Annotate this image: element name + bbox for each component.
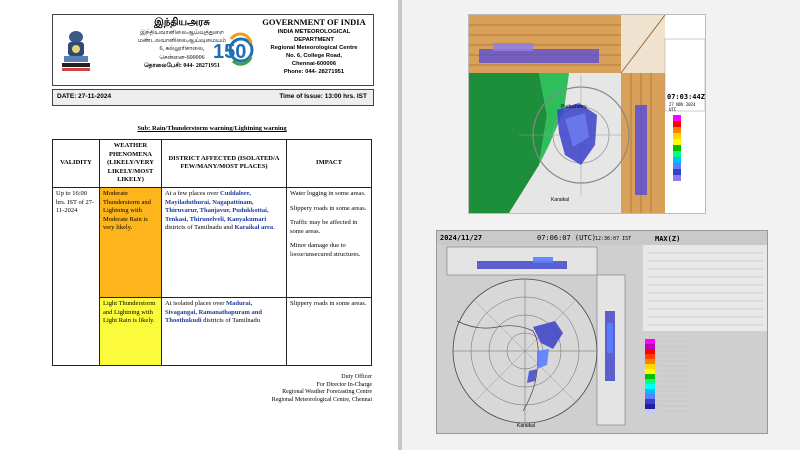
header-district: DISTRICT AFFECTED (ISOLATED/A FEW/MANY/MOST PLACES): [162, 140, 287, 188]
district-mid: districts of Tamilnadu and: [165, 224, 235, 232]
radar1-date: 27 NOV 2024 UTC: [669, 102, 696, 112]
warning-bulletin-page: [0, 0, 398, 450]
tamil-line: மண்டலவானிலைஆய்வுமையம்: [138, 38, 226, 45]
table-row: [53, 187, 372, 297]
logo-text: 150: [213, 41, 247, 63]
validity-cell: Up to 16:00 hrs. IST of 27-11-2024: [53, 187, 100, 365]
tamil-line: 6, கல்லூரிசாலை,: [159, 46, 205, 53]
header-phenomena: WEATHER PHENOMENA (LIKELY/VERY LIKELY/MOST LIKELY): [100, 140, 162, 188]
impact-item: Minor damage due to loose/unsecured structures.: [290, 242, 361, 258]
radar1-time: 07:03:44Z: [667, 93, 705, 101]
district-prefix: At isolated places over: [165, 299, 227, 307]
reflectivity-legend: [645, 339, 655, 414]
radar2-product: MAX(Z): [655, 235, 681, 243]
address-line: Chennai-600006: [291, 61, 337, 67]
tamil-line: சென்னை-600006: [159, 54, 205, 61]
radar1-graphic: [469, 15, 705, 213]
header-validity: VALIDITY: [53, 140, 100, 188]
header-impact: IMPACT: [287, 140, 372, 188]
impact-cell: [287, 297, 372, 365]
warning-table: [52, 139, 372, 366]
tamil-phone: தொலைபேசி: 044- 28271951: [144, 62, 220, 69]
signature-line: For Director In-Charge: [316, 381, 372, 388]
radar-page: [402, 0, 800, 450]
tamil-title: இந்தியஅரசு: [154, 17, 210, 28]
imd-150-logo: [211, 29, 257, 71]
impact-cell: [287, 187, 372, 297]
subject-line: Sub: Rain/Thunderstorm warning/Lightning warning: [137, 125, 287, 132]
radar2-ist-time: 12:36:07 IST: [595, 236, 632, 242]
national-emblem-icon: [59, 27, 93, 73]
signature-block: [172, 374, 372, 404]
district-extra: Karaikal area: [234, 224, 274, 232]
issue-time: Time of Issue: 13:00 hrs. IST: [279, 93, 367, 100]
tamil-line: இந்தியவானிலைஆய்வுத்துறை: [140, 30, 224, 36]
address-line: No. 6, College Road,: [285, 53, 343, 59]
district-cell: [162, 187, 287, 297]
letterhead-english: [258, 17, 370, 76]
issue-date: DATE: 27-11-2024: [57, 93, 112, 100]
place-label: Karaikal: [551, 197, 570, 203]
phenomena-cell-orange: Moderate Thunderstorm and Lightning with Moderate Rain is very likely.: [100, 187, 162, 297]
letterhead: [52, 14, 374, 86]
gov-title: GOVERNMENT OF INDIA: [262, 17, 366, 27]
district-prefix: At a few places over: [165, 189, 221, 197]
place-label: Karaikal: [517, 423, 536, 429]
signature-line: Duty Officer: [341, 374, 372, 380]
signature-line: Regional Meteorological Centre, Chennai: [271, 396, 372, 403]
district-names: Cuddalore, Mayiladuthurai, Nagapattinam, Thiruvarur, Thanjavur, Pudukkottai, Tenkasi, Thirunelveli, Kanyakumari: [165, 189, 269, 223]
dept-name: INDIA METEOROLOGICAL DEPARTMENT: [277, 29, 351, 43]
district-names: Madurai, Sivagangai, Ramanathapuram and Thoothukudi: [165, 299, 262, 325]
district-end: districts of Tamilnadu: [201, 317, 260, 325]
radar-image-karaikal: [436, 230, 768, 434]
table-header-row: [53, 140, 372, 188]
centre-name: Regional Meteorological Centre: [270, 45, 358, 51]
impact-item: Slippery roads in some areas.: [290, 299, 367, 307]
radar2-utc-time: 07:06:07 (UTC): [537, 234, 597, 242]
phenomena-cell-yellow: Light Thunderstorm and Lightning with Light Rain is likely.: [100, 297, 162, 365]
radar2-graphic: [437, 231, 767, 433]
signature-line: Regional Weather Forecasting Centre: [282, 389, 372, 396]
place-label: Puducherry: [561, 104, 587, 110]
table-row: [53, 297, 372, 365]
district-cell: [162, 297, 287, 365]
impact-item: Water logging in some areas.: [290, 189, 366, 197]
district-end: .: [273, 224, 275, 232]
reflectivity-legend: [673, 115, 681, 181]
date-bar: [52, 89, 374, 106]
impact-item: Slippery roads in some areas.: [290, 204, 367, 212]
phone: Phone: 044- 28271951: [283, 69, 345, 75]
radar2-date: 2024/11/27: [440, 234, 483, 242]
radar-image-chennai: [468, 14, 706, 214]
impact-item: Traffic may be affected in some areas.: [290, 219, 358, 235]
